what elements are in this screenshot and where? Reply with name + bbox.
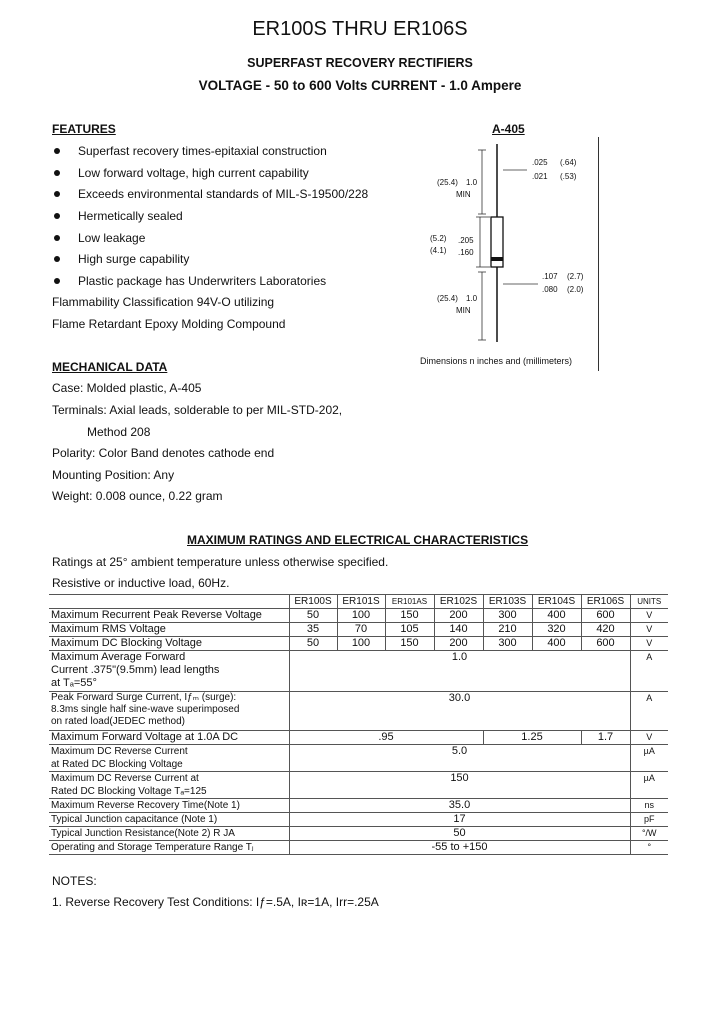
value-cell: 200 — [434, 609, 483, 623]
value-cell: 150 — [385, 609, 434, 623]
label-line: on rated load(JEDEC method) — [51, 716, 185, 727]
feature-extra-line: Flame Retardant Epoxy Molding Compound — [52, 317, 286, 331]
header-cell: ER104S — [532, 595, 581, 609]
row-label — [49, 651, 289, 692]
mechanical-line: Method 208 — [87, 425, 151, 439]
header-cell-empty — [49, 595, 289, 609]
dim-body-len-mm: (5.2) — [430, 234, 447, 243]
unit-cell: V — [630, 623, 668, 637]
row-label — [49, 745, 289, 772]
label-line: Rated DC Blocking Voltage Tₐ=125 — [51, 786, 207, 797]
row-label: Maximum Reverse Recovery Time(Note 1) — [49, 799, 289, 813]
label-line: Maximum DC Reverse Current — [51, 746, 188, 757]
dim-lead-dia-mm: (.64) — [560, 158, 577, 167]
value-cell: 30.0 — [289, 692, 630, 731]
feature-item: Plastic package has Underwriters Laboratories — [78, 274, 327, 288]
row-label: Maximum Recurrent Peak Reverse Voltage — [49, 609, 289, 623]
mechanical-line: Polarity: Color Band denotes cathode end — [52, 446, 275, 460]
value-cell: 600 — [581, 609, 630, 623]
notes-heading: NOTES: — [52, 874, 97, 888]
table-row — [49, 623, 668, 637]
unit-cell: A — [630, 651, 668, 692]
feature-item: Low leakage — [78, 231, 146, 245]
row-label — [49, 772, 289, 799]
dim-body-dia-in: .080 — [542, 285, 558, 294]
value-cell: 150 — [289, 772, 630, 799]
mechanical-line: Mounting Position: Any — [52, 468, 175, 482]
unit-cell: pF — [630, 813, 668, 827]
header-cell: ER103S — [483, 595, 532, 609]
value-cell: 150 — [385, 637, 434, 651]
value-cell: 400 — [532, 637, 581, 651]
value-cell: 50 — [289, 637, 337, 651]
feature-extra-line: Flammability Classification 94V-O utilizing — [52, 295, 275, 309]
label-line: Current .375"(9.5mm) lead lengths — [51, 664, 220, 676]
value-cell: 50 — [289, 827, 630, 841]
value-cell: 17 — [289, 813, 630, 827]
dim-lead-dia-in: .021 — [532, 172, 548, 181]
table-row — [49, 651, 668, 692]
feature-item: Exceeds environmental standards of MIL-S-19500/228 — [78, 187, 369, 201]
feature-item: Superfast recovery times-epitaxial construction — [78, 144, 327, 158]
value-cell: 35 — [289, 623, 337, 637]
dim-lead-len-mm: (25.4) — [437, 178, 458, 187]
header-cell: ER101AS — [385, 595, 434, 609]
label-line: at Rated DC Blocking Voltage — [51, 759, 183, 770]
value-cell: 300 — [483, 609, 532, 623]
header-cell: ER102S — [434, 595, 483, 609]
dim-body-len-in: .205 — [458, 236, 474, 245]
value-cell: 100 — [337, 609, 385, 623]
value-cell: 400 — [532, 609, 581, 623]
table-row — [49, 609, 668, 623]
ratings-heading: MAXIMUM RATINGS AND ELECTRICAL CHARACTERISTICS — [187, 533, 529, 547]
unit-cell: µA — [630, 772, 668, 799]
value-cell: 5.0 — [289, 745, 630, 772]
value-cell: 35.0 — [289, 799, 630, 813]
label-line: 8.3ms single half sine-wave superimposed — [51, 704, 240, 715]
unit-cell: ns — [630, 799, 668, 813]
features-heading: FEATURES — [52, 122, 116, 136]
unit-cell: µA — [630, 745, 668, 772]
feature-item: High surge capability — [78, 252, 190, 266]
value-cell: 420 — [581, 623, 630, 637]
cathode-band — [491, 257, 503, 261]
dim-body-dia-in: .107 — [542, 272, 558, 281]
label-line: at Tₐ=55° — [51, 677, 97, 689]
label-line: Peak Forward Surge Current, Iƒₘ (surge): — [51, 692, 237, 703]
table-row — [49, 731, 668, 745]
row-label: Maximum DC Blocking Voltage — [49, 637, 289, 651]
dim-lead-dia-in: .025 — [532, 158, 548, 167]
header-cell: ER101S — [337, 595, 385, 609]
row-label: Typical Junction capacitance (Note 1) — [49, 813, 289, 827]
voltage-current-line: VOLTAGE - 50 to 600 Volts CURRENT - 1.0 Ampere — [198, 78, 522, 93]
unit-cell: °/W — [630, 827, 668, 841]
feature-item: Low forward voltage, high current capability — [78, 166, 309, 180]
package-caption: Dimensions n inches and (millimeters) — [420, 356, 573, 366]
table-row — [49, 745, 668, 772]
row-label: Maximum Forward Voltage at 1.0A DC — [49, 731, 289, 745]
table-row — [49, 637, 668, 651]
mechanical-line: Weight: 0.008 ounce, 0.22 gram — [52, 489, 223, 503]
table-row — [49, 841, 668, 855]
value-cell: 50 — [289, 609, 337, 623]
row-label — [49, 692, 289, 731]
ratings-table — [49, 594, 668, 855]
table-row — [49, 772, 668, 799]
value-cell: 105 — [385, 623, 434, 637]
unit-cell: V — [630, 637, 668, 651]
value-cell: 1.7 — [581, 731, 630, 745]
ratings-note: Ratings at 25° ambient temperature unless otherwise specified. — [52, 555, 389, 569]
table-row — [49, 813, 668, 827]
table-header-row — [49, 595, 668, 609]
document-subtitle: SUPERFAST RECOVERY RECTIFIERS — [247, 56, 473, 70]
value-cell: 70 — [337, 623, 385, 637]
ratings-note: Resistive or inductive load, 60Hz. — [52, 576, 230, 590]
value-cell: .95 — [289, 731, 483, 745]
table-row — [49, 827, 668, 841]
dim-lead-dia-mm: (.53) — [560, 172, 577, 181]
value-cell: 210 — [483, 623, 532, 637]
document-title: ER100S THRU ER106S — [252, 18, 468, 40]
value-cell: -55 to +150 — [289, 841, 630, 855]
mechanical-line: Case: Molded plastic, A-405 — [52, 381, 202, 395]
value-cell: 600 — [581, 637, 630, 651]
header-cell: ER100S — [289, 595, 337, 609]
mechanical-heading: MECHANICAL DATA — [52, 360, 168, 374]
dim-min-label: MIN — [456, 190, 471, 199]
unit-cell: V — [630, 609, 668, 623]
dim-body-dia-mm: (2.0) — [567, 285, 584, 294]
label-line: Maximum DC Reverse Current at — [51, 773, 199, 784]
mechanical-line: Terminals: Axial leads, solderable to per MIL-STD-202, — [52, 403, 343, 417]
table-row — [49, 692, 668, 731]
header-cell: ER106S — [581, 595, 630, 609]
header-cell: UNITS — [630, 595, 668, 609]
dim-body-len-mm: (4.1) — [430, 246, 447, 255]
feature-item: Hermetically sealed — [78, 209, 183, 223]
value-cell: 320 — [532, 623, 581, 637]
value-cell: 300 — [483, 637, 532, 651]
value-cell: 100 — [337, 637, 385, 651]
dim-min-label: MIN — [456, 306, 471, 315]
table-row — [49, 799, 668, 813]
package-heading: A-405 — [492, 122, 525, 136]
dim-lead-len-in: 1.0 — [466, 294, 478, 303]
value-cell: 140 — [434, 623, 483, 637]
row-label: Operating and Storage Temperature Range Tⱼ — [49, 841, 289, 855]
label-line: Maximum Average Forward — [51, 651, 186, 663]
dim-lead-len-in: 1.0 — [466, 178, 478, 187]
note-item: 1. Reverse Recovery Test Conditions: Iƒ=.5A, Iʀ=1A, Irr=.25A — [52, 895, 379, 909]
unit-cell: ° — [630, 841, 668, 855]
value-cell: 1.0 — [289, 651, 630, 692]
row-label: Maximum RMS Voltage — [49, 623, 289, 637]
value-cell: 1.25 — [483, 731, 581, 745]
unit-cell: V — [630, 731, 668, 745]
unit-cell: A — [630, 692, 668, 731]
row-label: Typical Junction Resistance(Note 2) R JA — [49, 827, 289, 841]
dim-body-dia-mm: (2.7) — [567, 272, 584, 281]
value-cell: 200 — [434, 637, 483, 651]
dim-body-len-in: .160 — [458, 248, 474, 257]
dim-lead-len-mm: (25.4) — [437, 294, 458, 303]
